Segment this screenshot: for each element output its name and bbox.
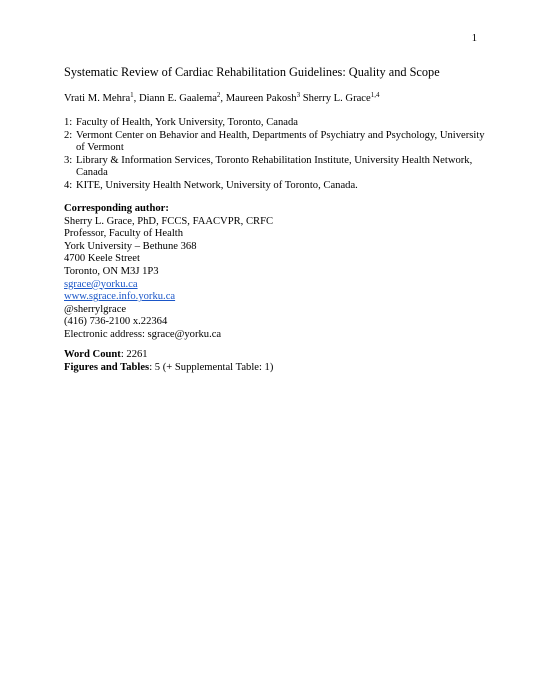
author-name: Sherry L. Grace <box>302 93 371 104</box>
contact-line: 4700 Keele Street <box>64 253 140 265</box>
affiliation-text: KITE, University Health Network, University of Toronto, Canada. <box>76 179 358 191</box>
manuscript-counts <box>64 349 273 374</box>
corresponding-author-block <box>64 203 484 342</box>
affiliation-number: 1: <box>64 117 73 128</box>
affiliation-text: Faculty of Health, York University, Toronto, Canada <box>76 117 298 128</box>
affiliation-item <box>64 130 494 155</box>
affiliation-item <box>64 155 494 180</box>
contact-line: York University – Bethune 368 <box>64 240 197 252</box>
contact-line: Sherry L. Grace, PhD, FCCS, FAACVPR, CRFC <box>64 215 274 227</box>
page-number: 1 <box>471 33 477 44</box>
figures-tables-value: : 5 (+ Supplemental Table: 1) <box>149 361 274 373</box>
paper-title: Systematic Review of Cardiac Rehabilitation Guidelines: Quality and Scope <box>64 65 440 79</box>
author-separator: , <box>220 93 226 104</box>
word-count <box>64 349 273 362</box>
contact-line: Professor, Faculty of Health <box>64 228 184 240</box>
corresponding-author-label: Corresponding author <box>64 203 166 214</box>
author-affiliation-sup: 2 <box>216 91 221 99</box>
website-link[interactable]: www.sgrace.info.yorku.ca <box>64 291 176 303</box>
affiliation-text: Vermont Center on Behavior and Health, Departments of Psychiatry and Psychology, University of Vermont <box>76 129 485 154</box>
phone-number: (416) 736-2100 x.22364 <box>64 316 168 328</box>
author-list <box>64 93 379 106</box>
word-count-value: : 2261 <box>120 349 148 360</box>
figures-tables-count <box>64 362 273 375</box>
author-affiliation-sup: 1 <box>130 91 134 99</box>
word-count-label: Word Count <box>64 349 121 360</box>
electronic-address: Electronic address: sgrace@yorku.ca <box>64 328 222 340</box>
affiliation-item <box>64 180 494 193</box>
affiliation-item <box>64 117 494 130</box>
author-affiliation-sup: 3 <box>296 91 301 99</box>
contact-line: Toronto, ON M3J 1P3 <box>64 265 159 277</box>
author-affiliation-sup: 1,4 <box>370 91 380 99</box>
corresponding-author-colon: : <box>165 203 169 214</box>
affiliation-number: 3: <box>64 154 73 166</box>
author-name: Vrati M. Mehra <box>64 93 131 104</box>
email-link[interactable]: sgrace@yorku.ca <box>64 278 138 290</box>
author-name: Maureen Pakosh <box>225 93 297 104</box>
affiliation-text: Library & Information Services, Toronto Rehabilitation Institute, University Health Network, Canada <box>76 154 473 179</box>
affiliation-number: 2: <box>64 129 73 141</box>
author-separator: , <box>133 93 139 104</box>
corresponding-author-heading <box>64 203 484 216</box>
affiliation-number: 4: <box>64 179 73 191</box>
affiliation-list <box>64 117 494 193</box>
figures-tables-label: Figures and Tables <box>64 361 150 373</box>
author-name: Diann E. Gaalema <box>138 93 217 104</box>
twitter-handle: @sherrylgrace <box>64 303 127 315</box>
